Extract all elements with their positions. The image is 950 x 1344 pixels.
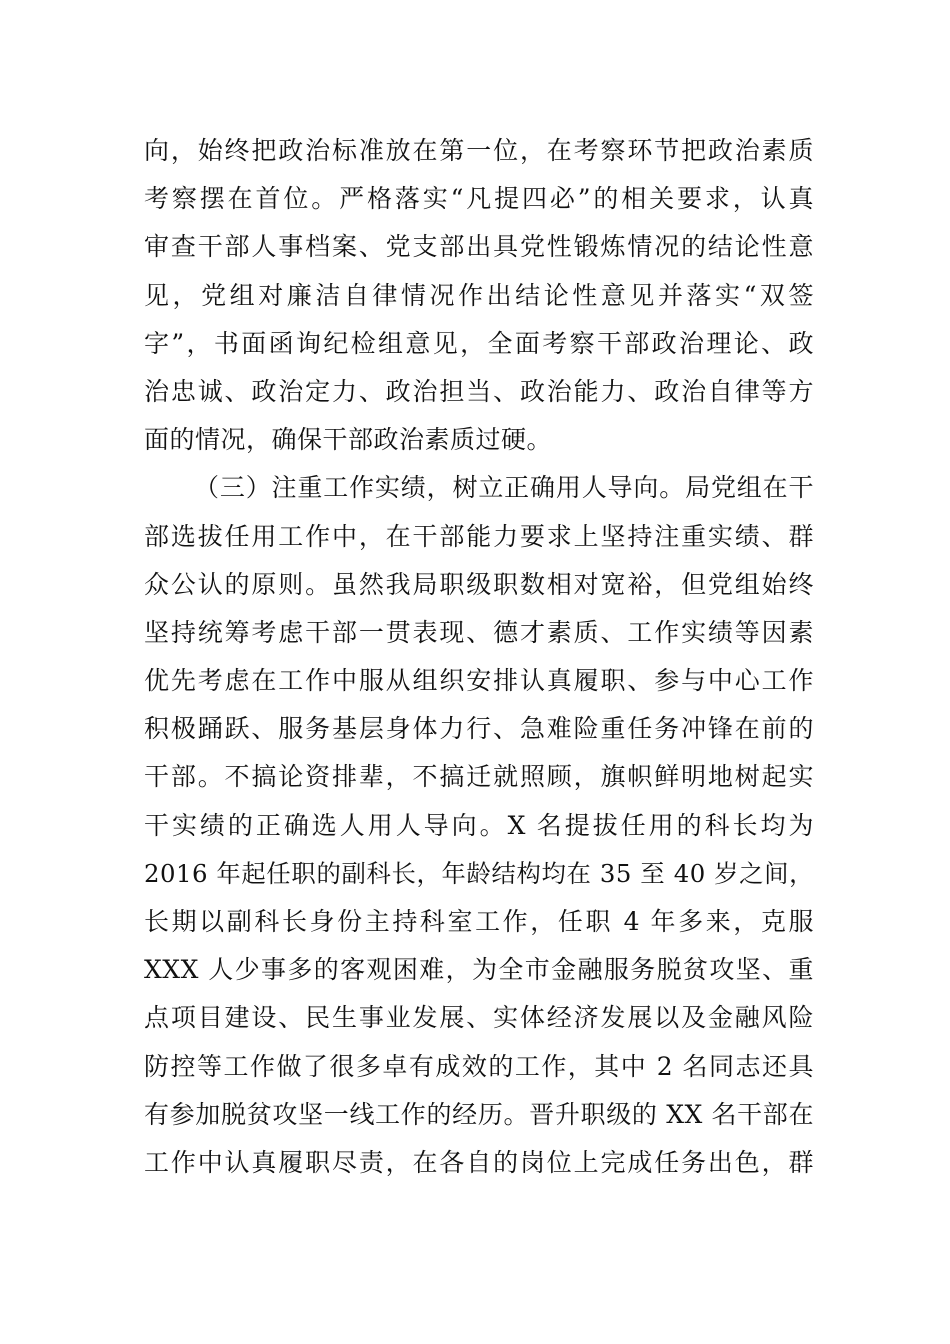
text-line: 向，始终把政治标准放在第一位，在考察环节把政治素质 <box>144 136 814 165</box>
text-line: 考察摆在首位。严格落实“凡提四必”的相关要求，认真 <box>144 184 814 214</box>
text-line: 见，党组对廉洁自律情况作出结论性意见并落实“双签 <box>144 280 814 310</box>
text-line: 众公认的原则。虽然我局职级职数相对宽裕，但党组始终 <box>144 569 814 599</box>
text-line: 防控等工作做了很多卓有成效的工作，其中 2 名同志还具 <box>144 1051 814 1081</box>
text-line: XXX 人少事多的客观困难，为全市金融服务脱贫攻坚、重 <box>144 955 814 985</box>
text-line: 治忠诚、政治定力、政治担当、政治能力、政治自律等方 <box>144 376 814 406</box>
paragraph-start-line: （三）注重工作实绩，树立正确用人导向。局党组在干 <box>194 473 814 503</box>
text-line: 干部。不搞论资排辈，不搞迁就照顾，旗帜鲜明地树起实 <box>144 762 814 792</box>
text-line: 部选拔任用工作中，在干部能力要求上坚持注重实绩、群 <box>144 521 814 551</box>
text-line: 有参加脱贫攻坚一线工作的经历。晋升职级的 XX 名干部在 <box>144 1099 814 1129</box>
body-text <box>144 127 814 1187</box>
text-line: 审查干部人事档案、党支部出具党性锻炼情况的结论性意 <box>144 232 814 262</box>
text-line: 字”，书面函询纪检组意见，全面考察干部政治理论、政 <box>144 328 814 358</box>
text-line: 点项目建设、民生事业发展、实体经济发展以及金融风险 <box>144 1003 814 1033</box>
text-line: 工作中认真履职尽责，在各自的岗位上完成任务出色，群 <box>144 1147 814 1177</box>
text-line: 积极踊跃、服务基层身体力行、急难险重任务冲锋在前的 <box>144 714 814 744</box>
text-line: 长期以副科长身份主持科室工作，任职 4 年多来，克服 <box>144 907 814 936</box>
text-line: 坚持统筹考虑干部一贯表现、德才素质、工作实绩等因素 <box>144 617 814 647</box>
text-line: 2016 年起任职的副科长，年龄结构均在 35 至 40 岁之间， <box>144 858 814 888</box>
text-line: 干实绩的正确选人用人导向。X 名提拔任用的科长均为 <box>144 810 814 840</box>
text-line: 面的情况，确保干部政治素质过硬。 <box>144 425 553 455</box>
text-line: 优先考虑在工作中服从组织安排认真履职、参与中心工作 <box>144 666 814 696</box>
